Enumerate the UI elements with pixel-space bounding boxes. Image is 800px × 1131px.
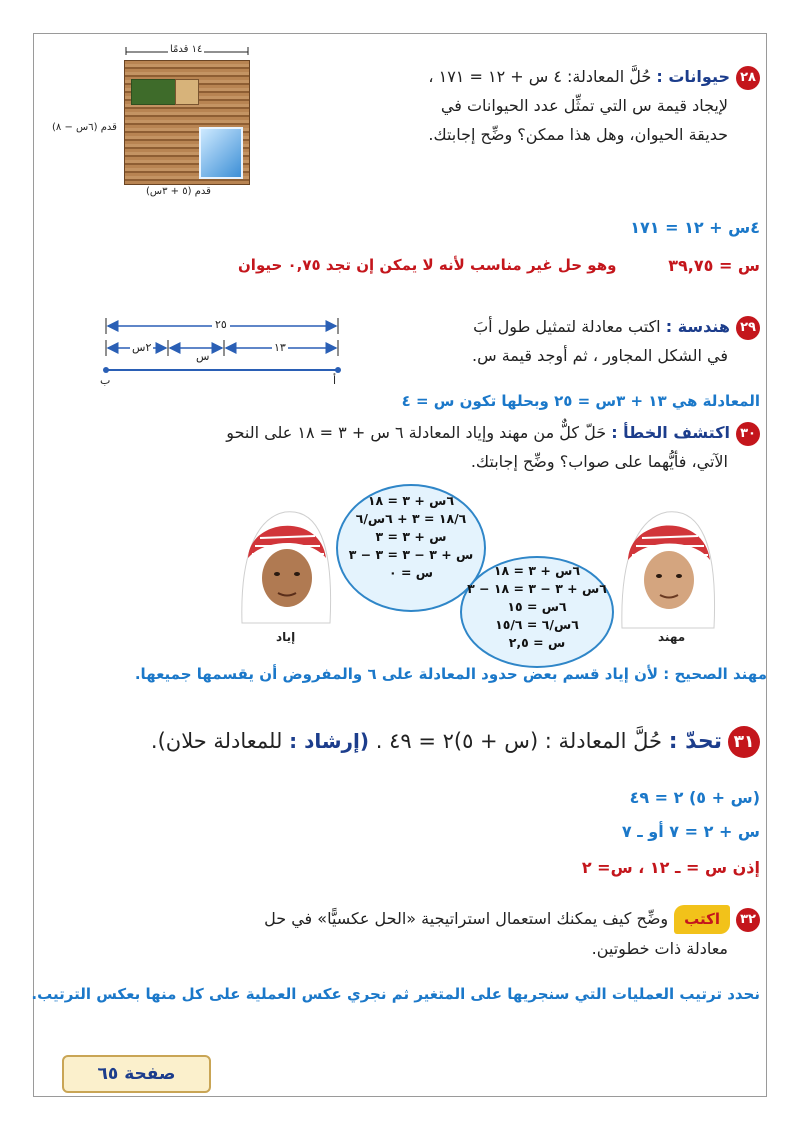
enclosure-plan <box>124 60 250 185</box>
top-dimension-label: ١٤ قدمًا <box>170 44 203 55</box>
question-topic: حيوانات : <box>656 67 730 86</box>
muhannad-illustration <box>612 498 722 633</box>
muhannad-step: ٦س + ٣ = ١٨ <box>493 563 581 578</box>
answer-30: مهند الصحيح : لأن إياد قسم بعض حدود المعادلة على ٦ والمفروض أن يقسمها جميعها. <box>134 665 767 683</box>
iyad-step: س + ٣ = ٣ <box>375 529 447 544</box>
question-line: في الشكل المجاور ، ثم أوجد قيمة س. <box>471 346 728 365</box>
answer-31-step: س + ٢ = ٧ أو ـ ٧ <box>621 822 760 841</box>
question-line: حديقة الحيوان، وهل هذا ممكن؟ وضِّح إجابتك. <box>428 125 728 144</box>
bottom-dimension-label: (٥ + ٣س) قدم <box>146 186 211 197</box>
question-line: اكتب معادلة لتمثيل طول أبَ <box>473 317 661 336</box>
page-number: صفحة ٦٥ <box>62 1055 211 1093</box>
segment-x-label: س <box>196 350 210 363</box>
answer-equation: ٤س + ١٢ = ١٧١ <box>630 218 760 237</box>
muhannad-step: س = ٢,٥ <box>508 635 566 650</box>
answer-note: وهو حل غير مناسب لأنه لا يمكن إن تجد ٠,٧٥ حيوان <box>238 256 617 274</box>
write-badge: اكتب <box>674 905 730 934</box>
iyad-step: س + ٣ − ٣ = ٣ − ٣ <box>348 547 474 562</box>
question-30 <box>60 418 760 476</box>
question-number: ٣٠ <box>736 422 760 446</box>
iyad-name: إياد <box>276 630 296 644</box>
point-b-label: ب <box>100 374 111 387</box>
iyad-step: ١٨/٦ = ٣ + ٦س/٦ <box>355 511 467 526</box>
question-line: حَلّ كلٌّ من مهند وإياد المعادلة ٦ س + ٣ = ١٨ على النحو <box>226 423 607 442</box>
answer-value: س = ٣٩,٧٥ <box>668 256 760 275</box>
garden-patch <box>131 79 177 105</box>
question-29 <box>340 312 760 370</box>
water-pool <box>199 127 243 179</box>
answer-29: المعادلة هي ١٣ + ٣س = ٢٥ وبحلها تكون س = ٤ <box>401 392 760 410</box>
question-32 <box>120 904 760 963</box>
question-topic: تحدّ : <box>668 729 722 754</box>
question-line: وضِّح كيف يمكنك استعمال استراتيجية «الحل عكسيًّا» في حل <box>264 909 669 928</box>
question-number: ٣١ <box>728 726 760 758</box>
question-number: ٢٩ <box>736 316 760 340</box>
iyad-step: س = ٠ <box>388 565 434 580</box>
segment-2x-label: ٢س <box>132 341 152 354</box>
answer-32: نحدد ترتيب العمليات التي سنجريها على المتغير ثم نجري عكس العملية على كل منها بعكس الترتيب. <box>31 985 760 1003</box>
question-31 <box>151 724 760 759</box>
muhannad-speech-bubble <box>460 556 614 668</box>
question-text: حُلَّ المعادلة : (س + ٥)٢ = ٤٩ . <box>375 729 663 753</box>
answer-31-step: إذن س = ـ ١٢ ، س= ٢ <box>581 858 760 877</box>
muhannad-step: ٦س/٦ = ١٥/٦ <box>495 617 579 632</box>
muhannad-step: ٦س = ١٥ <box>507 599 567 614</box>
iyad-illustration <box>230 498 340 628</box>
question-28 <box>340 62 760 149</box>
question-topic: هندسة : <box>665 317 730 336</box>
question-line: لإيجاد قيمة س التي تمثِّل عدد الحيوانات في <box>440 96 728 115</box>
question-topic: اكتشف الخطأ : <box>611 423 730 442</box>
hint-label: (إرشاد : <box>289 729 370 753</box>
iyad-step: ٦س + ٣ = ١٨ <box>367 493 455 508</box>
segment-total-label: ٢٥ <box>212 318 230 331</box>
question-number: ٢٨ <box>736 66 760 90</box>
hint-text: للمعادلة حلان). <box>150 729 283 753</box>
question-line: الآتي، فأيُّهما على صواب؟ وضِّح إجابتك. <box>470 452 728 471</box>
muhannad-step: ٦س + ٣ − ٣ = ١٨ − ٣ <box>467 581 607 596</box>
muhannad-name: مهند <box>658 630 686 644</box>
question-number: ٣٢ <box>736 908 760 932</box>
point-a-label: أ <box>333 374 337 387</box>
feeder-box <box>175 79 199 105</box>
question-line: حُلَّ المعادلة: ٤ س + ١٢ = ١٧١ ، <box>428 67 652 86</box>
question-line: معادلة ذات خطوتين. <box>591 939 728 958</box>
side-dimension-label: (٦س − ٨) قدم <box>52 122 117 133</box>
answer-31-step: (س + ٥) ٢ = ٤٩ <box>629 788 760 807</box>
segment-13-label: ١٣ <box>274 341 286 354</box>
